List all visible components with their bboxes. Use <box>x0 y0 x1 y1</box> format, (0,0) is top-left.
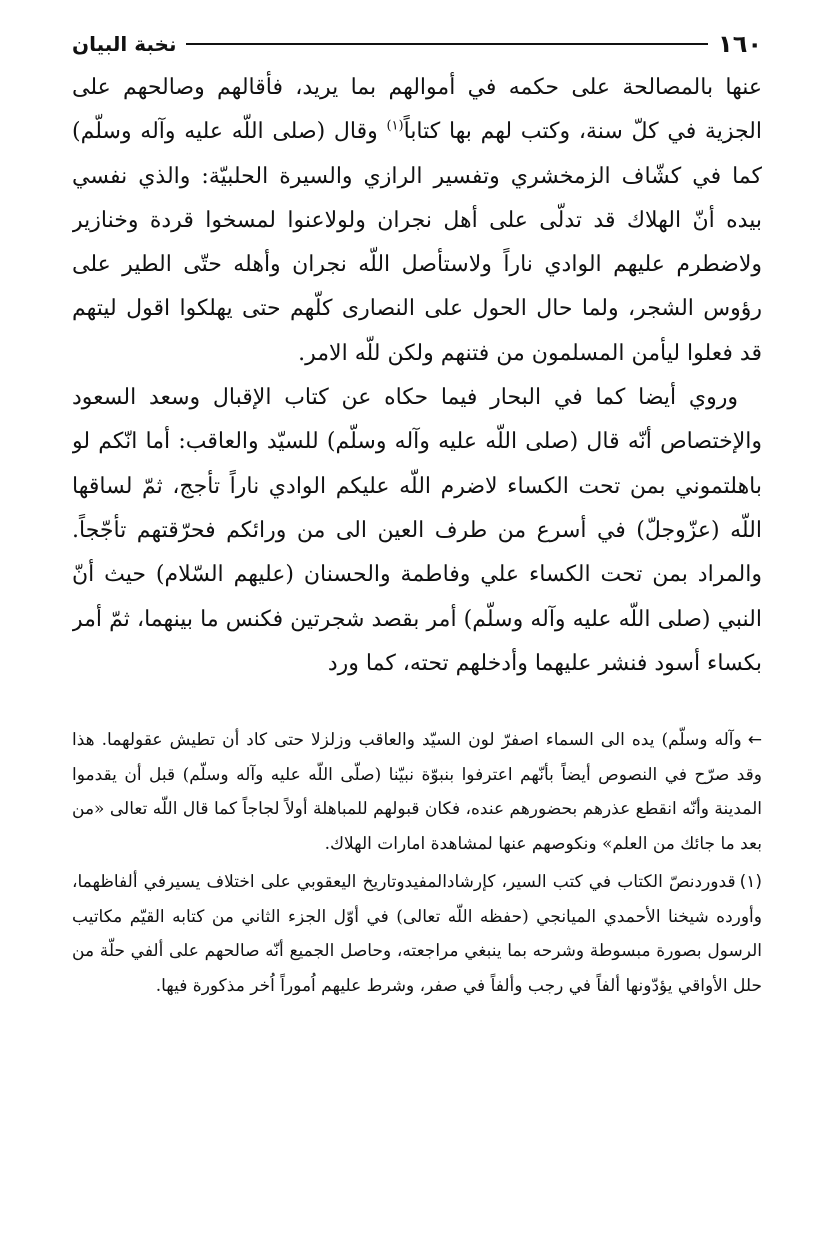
footnote-marker: (١) <box>739 872 762 892</box>
paragraph: وروي أيضا كما في البحار فيما حكاه عن كتاب الإقبال وسعد السعود والإختصاص أنّه قال (صلى اللّه عليه وآله وسلّم) للسيّد والعاقب: أما انّكم لو باهلتموني بمن تحت الكساء لاضرم اللّه عليكم الوادي ناراً تأجج، ثمّ لساقها اللّه (عزّوجلّ) في أسرع من طرف العين الى من ورائكم فحرّقتهم تأجّجاً. والمراد بمن تحت الكساء علي وفاطمة والحسنان (عليهم السّلام) حيث أنّ النبي (صلى اللّه عليه وآله وسلّم) أمر بقصد شجرتين فكنس ما بينهما، ثمّ أمر بكساء أسود فنشر عليهما وأدخلهم تحته، كما ورد <box>72 385 762 676</box>
footnote-1 <box>72 865 762 1003</box>
running-title: نخبة البيان <box>72 32 177 56</box>
book-page <box>72 24 762 1224</box>
main-text <box>72 66 762 700</box>
footnote-text: قدوردنصّ الكتاب في كتب السير، كإرشادالمفيدوتاريخ اليعقوبي على اختلاف يسيرفي ألفاظهما، وأورده شيخنا الأحمدي الميانجي (حفظه اللّه تعالى) في أوّل الجزء الثاني من كتابه القيّم مكاتيب الرسول بصورة مبسوطة وشرحه بما ينبغي مراجعته، وحاصل الجميع أنّه صالحهم على ألفي حلّة من حلل الأواقي يؤدّونها ألفاً في رجب وألفاً في صفر، وشرط عليهم اُموراً اُخر مذكورة فيها. <box>72 872 762 996</box>
footnote-reference: (١) <box>386 118 404 134</box>
paragraph <box>72 66 762 376</box>
header-rule <box>186 43 708 45</box>
page-header <box>72 24 762 64</box>
footnotes <box>72 723 762 1003</box>
footnote-separator <box>562 714 762 715</box>
paragraph-text: وقال (صلى اللّه عليه وآله وسلّم) كما في كشّاف الزمخشري وتفسير الرازي والسيرة الحلبيّة: والذي نفسي بيده أنّ الهلاك قد تدلّى على أهل نجران ولولاعنوا لمسخوا قردة وخنازير ولاضطرم عليهم الوادي ناراً ولاستأصل اللّه نجران وأهله حتّى الطير على رؤوس الشجر، ولما حال الحول على النصارى كلّهم حتى يهلكوا اقول ليتهم قد فعلوا ليأمن المسلمون من فتنهم ولكن للّه الامر. <box>72 119 762 366</box>
footnote-continuation-text: وآله وسلّم) يده الى السماء اصفرّ لون السيّد والعاقب وزلزلا حتى كاد أن تطيش عقولهما. هذا وقد صرّح في النصوص أيضاً بأنّهم اعترفوا بنبوّة نبيّنا (صلّى اللّه عليه وآله وسلّم) قبل أن يقدموا المدينة وأنّه انقطع عذرهم بحضورهم عنده، فكان قبولهم للمباهلة أولاً لجاجاً كما قال اللّه تعالى «من بعد ما جائك من العلم» ونكوصهم عنها لمشاهدة امارات الهلاك. <box>72 730 762 854</box>
continuation-arrow-icon: ← <box>747 730 762 750</box>
footnote-continuation <box>72 723 762 861</box>
paragraph-text: عنها بالمصالحة على حكمه في أموالهم بما يريد، فأقالهم وصالحهم على الجزية في كلّ سنة، وكتب لهم بها كتاباً <box>72 75 762 145</box>
page-number: ١٦٠ <box>718 30 762 58</box>
